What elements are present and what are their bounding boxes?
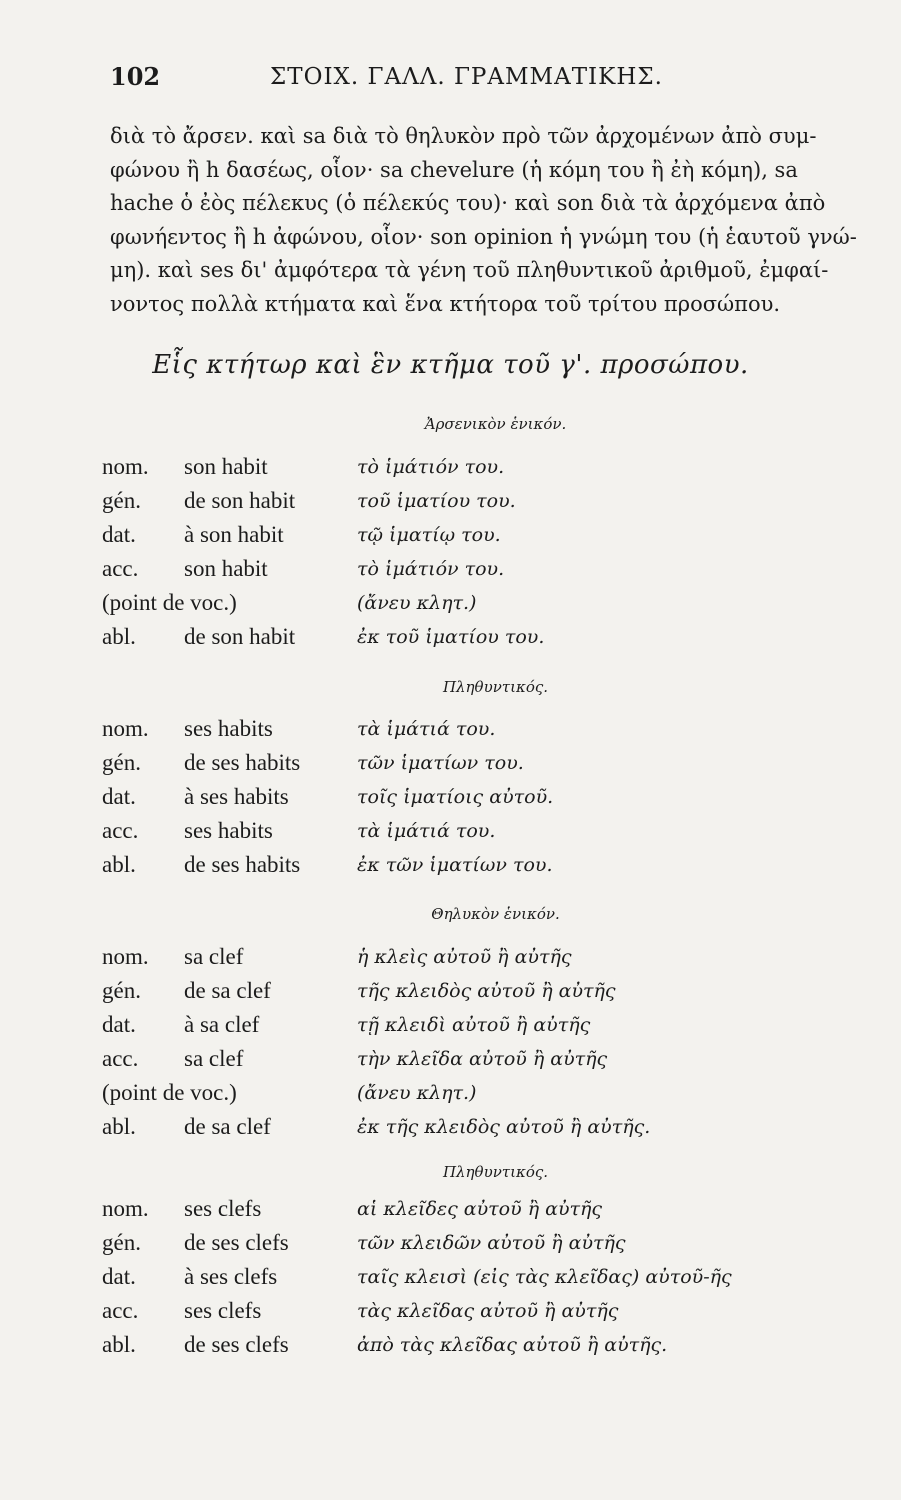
- declension-row: [102, 586, 842, 620]
- case-label: dat.: [102, 1012, 136, 1037]
- greek-form: τὰς κλεῖδας αὐτοῦ ἢ αὐτῆς: [357, 1300, 619, 1322]
- case-label: abl.: [102, 852, 136, 877]
- greek-form: ἀπὸ τὰς κλεῖδας αὐτοῦ ἢ αὐτῆς.: [357, 1334, 668, 1356]
- intro-line: νοντος πολλὰ κτήματα καὶ ἕνα κτήτορα τοῦ τρίτου προσώπου.: [110, 291, 781, 316]
- french-form: sa clef: [184, 944, 244, 969]
- case-label: nom.: [102, 454, 149, 479]
- greek-form: ἡ κλεὶς αὐτοῦ ἢ αὐτῆς: [357, 946, 572, 968]
- case-label: dat.: [102, 522, 136, 547]
- greek-form: τῇ κλειδὶ αὐτοῦ ἢ αὐτῆς: [357, 1014, 591, 1036]
- case-label: nom.: [102, 716, 149, 741]
- intro-line: φωνήεντος ἢ h ἀφώνου, οἷον· son opinion ἡ γνώμη του (ἡ ἑαυτοῦ γνώ-: [110, 224, 857, 249]
- french-form: ses clefs: [184, 1298, 262, 1323]
- french-form: à son habit: [184, 522, 284, 547]
- declension-row: [102, 1294, 842, 1328]
- declension-row: [102, 940, 842, 974]
- declension-row: [102, 518, 842, 552]
- french-form: ses clefs: [184, 1196, 262, 1221]
- french-form: son habit: [184, 556, 268, 581]
- greek-form: τοῖς ἱματίοις αὐτοῦ.: [357, 786, 554, 808]
- greek-form: τὸ ἱμάτιόν του.: [357, 456, 505, 478]
- page-header: [110, 62, 800, 102]
- case-label: acc.: [102, 556, 139, 581]
- declension-row: [102, 1260, 842, 1294]
- french-form: son habit: [184, 454, 268, 479]
- block-heading: Ἀρσενικὸν ἑνικόν.: [424, 415, 567, 433]
- declension-table: [102, 450, 842, 654]
- greek-form: τὸ ἱμάτιόν του.: [357, 558, 505, 580]
- case-label: gén.: [102, 488, 141, 513]
- declension-row: [102, 1192, 842, 1226]
- greek-form: αἱ κλεῖδες αὐτοῦ ἢ αὐτῆς: [357, 1198, 603, 1220]
- declension-row: [102, 780, 842, 814]
- greek-form: ἐκ τοῦ ἱματίου του.: [357, 626, 545, 648]
- running-head: ΣΤΟΙΧ. ΓΑΛΛ. ΓΡΑΜΜΑΤΙΚΗΣ.: [270, 64, 663, 90]
- case-label: abl.: [102, 1332, 136, 1357]
- block-heading: Πληθυντικός.: [442, 678, 549, 696]
- intro-line: hache ὁ ἐὸς πέλεκυς (ὁ πέλεκύς του)· καὶ son διὰ τὰ ἀρχόμενα ἀπὸ: [110, 191, 826, 215]
- page-number: 102: [110, 62, 161, 91]
- greek-form: τῶν ἱματίων του.: [357, 752, 524, 774]
- declension-table: [102, 1192, 842, 1362]
- greek-form: τὰ ἱμάτιά του.: [357, 718, 496, 740]
- intro-line: διὰ τὸ ἄρσεν. καὶ sa διὰ τὸ θηλυκὸν πρὸ τῶν ἀρχομένων ἀπὸ συμ-: [110, 124, 817, 148]
- declension-row: [102, 974, 842, 1008]
- case-label: abl.: [102, 624, 136, 649]
- greek-form: τῷ ἱματίῳ του.: [357, 524, 501, 546]
- declension-row: [102, 484, 842, 518]
- declension-row: [102, 1110, 842, 1144]
- case-label: (point de voc.): [102, 590, 237, 615]
- declension-row: [102, 814, 842, 848]
- french-form: sa clef: [184, 1046, 244, 1071]
- intro-line: φώνου ἢ h δασέως, οἷον· sa chevelure (ἡ κόμη του ἢ ἐὴ κόμη), sa: [110, 157, 798, 182]
- declension-row: [102, 1328, 842, 1362]
- case-label: gén.: [102, 978, 141, 1003]
- french-form: de ses habits: [184, 852, 301, 877]
- declension-table: [102, 712, 842, 882]
- greek-form: (ἄνευ κλητ.): [357, 592, 477, 614]
- declension-row: [102, 848, 842, 882]
- case-label: dat.: [102, 784, 136, 809]
- declension-row: [102, 746, 842, 780]
- french-form: de ses clefs: [184, 1332, 289, 1357]
- case-label: acc.: [102, 1298, 139, 1323]
- case-label: nom.: [102, 944, 149, 969]
- greek-form: (ἄνευ κλητ.): [357, 1082, 477, 1104]
- declension-row: [102, 1226, 842, 1260]
- greek-form: ἐκ τῶν ἱματίων του.: [357, 854, 553, 876]
- case-label: gén.: [102, 1230, 141, 1255]
- block-heading: Θηλυκὸν ἑνικόν.: [431, 905, 560, 923]
- intro-paragraph: [110, 120, 857, 321]
- case-label: nom.: [102, 1196, 149, 1221]
- block-heading: Πληθυντικός.: [442, 1163, 549, 1181]
- declension-row: [102, 712, 842, 746]
- declension-row: [102, 450, 842, 484]
- section-title: Εἷς κτήτωρ καὶ ἓν κτῆμα τοῦ γ'. προσώπου.: [152, 350, 749, 380]
- declension-row: [102, 1008, 842, 1042]
- greek-form: τὰ ἱμάτιά του.: [357, 820, 496, 842]
- intro-line: μη). καὶ ses δι' ἀμφότερα τὰ γένη τοῦ πληθυντικοῦ ἀριθμοῦ, ἐμφαί-: [110, 258, 829, 282]
- case-label: acc.: [102, 1046, 139, 1071]
- greek-form: τοῦ ἱματίου του.: [357, 490, 516, 512]
- french-form: de ses clefs: [184, 1230, 289, 1255]
- case-label: gén.: [102, 750, 141, 775]
- greek-form: ταῖς κλεισὶ (εἰς τὰς κλεῖδας) αὐτοῦ-ῆς: [357, 1266, 732, 1288]
- case-label: abl.: [102, 1114, 136, 1139]
- declension-row: [102, 552, 842, 586]
- greek-form: τῶν κλειδῶν αὐτοῦ ἢ αὐτῆς: [357, 1232, 626, 1254]
- french-form: de son habit: [184, 488, 296, 513]
- declension-row: [102, 1076, 842, 1110]
- declension-table: [102, 940, 842, 1144]
- french-form: à ses habits: [184, 784, 289, 809]
- french-form: de son habit: [184, 624, 296, 649]
- french-form: de ses habits: [184, 750, 301, 775]
- case-label: acc.: [102, 818, 139, 843]
- case-label: (point de voc.): [102, 1080, 237, 1105]
- greek-form: ἐκ τῆς κλειδὸς αὐτοῦ ἢ αὐτῆς.: [357, 1116, 651, 1138]
- greek-form: τὴν κλεῖδα αὐτοῦ ἢ αὐτῆς: [357, 1048, 608, 1070]
- case-label: dat.: [102, 1264, 136, 1289]
- greek-form: τῆς κλειδὸς αὐτοῦ ἢ αὐτῆς: [357, 980, 616, 1002]
- french-form: ses habits: [184, 818, 273, 843]
- declension-row: [102, 620, 842, 654]
- french-form: à ses clefs: [184, 1264, 278, 1289]
- declension-row: [102, 1042, 842, 1076]
- french-form: ses habits: [184, 716, 273, 741]
- french-form: de sa clef: [184, 1114, 271, 1139]
- french-form: de sa clef: [184, 978, 271, 1003]
- french-form: à sa clef: [184, 1012, 260, 1037]
